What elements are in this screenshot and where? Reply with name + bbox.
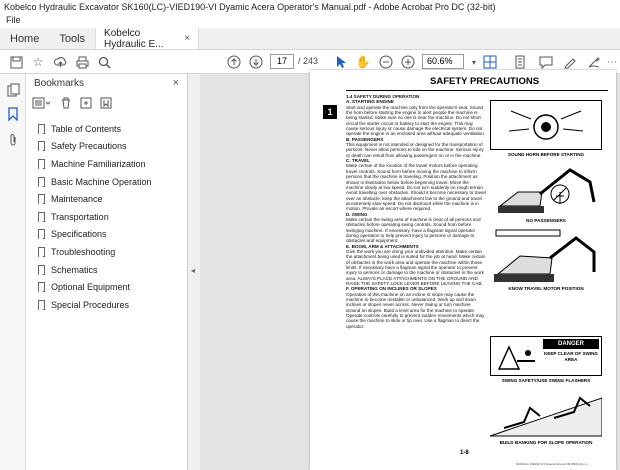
search-icon[interactable]	[96, 54, 112, 70]
caption-travel-motor: KNOW TRAVEL MOTOR POSITION	[508, 286, 584, 291]
bookmark-panel-icon[interactable]	[5, 106, 21, 122]
bookmark-item[interactable]	[38, 138, 152, 156]
tab-tools[interactable]: Tools	[59, 32, 86, 45]
bookmark-icon	[38, 194, 45, 204]
bookmark-item[interactable]	[38, 173, 152, 191]
bookmarks-title: Bookmarks	[34, 78, 85, 89]
bookmark-label: Schematics	[51, 264, 98, 275]
tab-document-label: Kobelco Hydraulic E...	[104, 27, 164, 50]
travel-motor-illustration	[490, 228, 602, 284]
bookmark-label: Maintenance	[51, 194, 103, 205]
heading-a: A. STARTING ENGINE	[346, 99, 394, 105]
horn-illustration	[490, 100, 602, 150]
heading-b: B. PASSENGERS	[346, 136, 384, 142]
bookmark-icon	[38, 124, 45, 134]
scroll-mode-icon[interactable]	[512, 54, 528, 70]
caption-no-passengers: NO PASSENGERS	[526, 218, 566, 223]
bookmark-label: Safety Precautions	[51, 141, 127, 152]
panel-splitter[interactable]	[188, 74, 200, 470]
tab-bar	[0, 28, 620, 50]
close-icon[interactable]: ×	[172, 77, 179, 89]
page-footer-number: 1-8	[460, 450, 469, 456]
bookmark-icon	[38, 282, 45, 292]
attachment-icon[interactable]	[5, 132, 21, 148]
bookmarks-panel	[26, 74, 188, 470]
delete-icon[interactable]	[60, 97, 72, 112]
bookmark-item[interactable]	[38, 243, 152, 261]
bookmark-list	[38, 120, 152, 314]
comment-icon[interactable]	[538, 54, 554, 70]
page-footer-code: SK160LC-VIE190-VI Dynamic Acera OM 08/01 Rev. 1	[516, 462, 588, 466]
left-rail	[0, 74, 26, 470]
heading-d: D. SWING	[346, 211, 368, 217]
page-total: / 243	[298, 56, 319, 66]
menu-file[interactable]: File	[0, 14, 620, 28]
tab-document[interactable]	[95, 28, 199, 49]
page-number-input[interactable]: 17	[270, 54, 294, 69]
print-icon[interactable]	[74, 54, 90, 70]
bookmark-icon	[38, 212, 45, 222]
bookmark-label: Table of Contents	[51, 123, 122, 134]
no-passengers-illustration	[490, 162, 602, 216]
add-bookmark-icon[interactable]	[80, 97, 92, 112]
zoom-out-icon[interactable]	[378, 54, 394, 70]
prev-page-icon[interactable]	[226, 54, 242, 70]
body-a: Start and operate the machine only from the operator's seat. Sound the horn before starting the engine to alert people the machine is being started. Make sure no one is near the machine. Do not short circuit the starter circuit or battery to start the engine. This may cause serious injury or cause damage the electrical system. Do not operate the engine in an enclosed area without adequate ventilation.	[346, 104, 486, 137]
bookmark-icon	[38, 141, 45, 151]
zoom-in-icon[interactable]	[400, 54, 416, 70]
danger-label	[490, 336, 602, 376]
bookmark-label: Special Procedures	[51, 299, 130, 310]
bookmark-label: Basic Machine Operation	[51, 176, 152, 187]
page-body-text	[346, 94, 486, 329]
section-badge: 1	[323, 105, 337, 119]
bookmark-item[interactable]	[38, 261, 152, 279]
bookmark-toolbar	[32, 96, 182, 112]
bookmark-label: Specifications	[51, 229, 107, 240]
bookmark-label: Optional Equipment	[51, 282, 131, 293]
highlight-pen-icon[interactable]	[562, 54, 578, 70]
zoom-dropdown-chevron-icon[interactable]: ▾	[471, 57, 476, 67]
bookmark-label: Transportation	[51, 211, 109, 222]
bookmark-item[interactable]	[38, 120, 152, 138]
body-d: Make certain the swing area of machine is clear of all persons and obstacles before operating swing controls. Sound horn before swinging machine. If necessary, have a flagman signal operator during operation to help prevent injury to persons or damage to obstacles and equipment.	[346, 216, 481, 244]
bookmark-icon	[38, 159, 45, 169]
bookmark-item[interactable]	[38, 190, 152, 208]
options-menu-icon[interactable]	[32, 97, 52, 112]
caption-horn: SOUND HORN BEFORE STARTING	[507, 152, 585, 157]
bookmark-item[interactable]	[38, 278, 152, 296]
upload-icon[interactable]	[52, 54, 68, 70]
bookmark-item[interactable]	[38, 208, 152, 226]
bookmark-icon	[38, 177, 45, 187]
zoom-level-select[interactable]: 60.6%	[422, 54, 464, 69]
title-rule	[346, 90, 608, 91]
pdf-page	[310, 70, 616, 470]
bookmark-item[interactable]	[38, 296, 152, 314]
section-heading: 1.4 SAFETY DURING OPERATION	[346, 94, 420, 99]
page-display-icon[interactable]	[482, 54, 498, 70]
bookmark-item[interactable]	[38, 226, 152, 244]
body-b: This equipment is not intended or designed for the transportation of persons. Never allow persons to ride on the machine. Serious injury or death can result from allowing passengers on or in the machine.	[346, 142, 484, 158]
hand-tool-icon[interactable]: ✋	[355, 55, 371, 69]
caption-slope: BUILD BANKING FOR SLOPE OPERATION	[499, 440, 593, 445]
danger-heading: DANGER	[543, 339, 599, 349]
heading-f: F. OPERATING ON INCLINES OR SLOPES	[346, 286, 437, 292]
body-e: Give the work you are doing your undivided attention. Make certain the attachment being used is suited for the job at hand. Make certain of obstacles in the work area and operate the machine within those limits. If necessary have a flagman signal the operator to prevent injury to persons or damage to the machine or obstacles in the work area. ALWAYS PLACE ATTACHMENTS ON THE GROUND AND RAISE THE SAFETY LOCK LEVER BEFORE LEAVING THE CAB.	[346, 248, 486, 287]
heading-e: E. BOOM, ARM & ATTACHMENTS	[346, 243, 419, 249]
bookmark-label: Troubleshooting	[51, 246, 116, 257]
bookmark-tag-icon[interactable]	[100, 97, 112, 112]
collapse-arrow-icon[interactable]: ◂	[191, 266, 196, 275]
slope-illustration	[490, 388, 602, 438]
window-title: Kobelco Hydraulic Excavator SK160(LC)-VIED190-VI Dyamic Acera Operator's Manual.pdf - Adobe Acrobat Pro DC (32-bit)	[0, 0, 620, 14]
page-title: SAFETY PRECAUTIONS	[430, 76, 540, 87]
tab-home[interactable]: Home	[10, 32, 40, 45]
bookmark-icon	[38, 229, 45, 239]
close-icon[interactable]: ×	[184, 33, 191, 44]
danger-body: KEEP CLEAR OF SWING AREA	[543, 351, 599, 362]
heading-c: C. TRAVEL	[346, 158, 370, 164]
draw-icon[interactable]	[586, 54, 602, 70]
caption-swing: SWING SAFETY/USE SWING FLASHERS	[501, 378, 591, 383]
star-icon[interactable]: ☆	[32, 55, 44, 69]
copy-pages-icon[interactable]	[5, 82, 21, 98]
next-page-icon[interactable]	[248, 54, 264, 70]
bookmark-label: Machine Familiarization	[51, 158, 146, 169]
body-f: Operation of this machine on an incline or slope may cause the machine to become unstable or unbalanced. Work up and down inclines or slopes never across. Never Swing or turn machine around on slopes. Build a level area for the machine to operate. Operate controls carefully to prevent sudden movements which may cause the machine to slide or tip over. Use a flagman to direct the operator.	[346, 291, 485, 329]
more-tools-icon[interactable]: ⋯	[607, 56, 617, 68]
body-c: Make certain of the location of the travel motors before operating travel controls. Sound horn before moving the machine to inform persons that the machine is traveling. Position the attachment as shown in illustration below before beginning travel. Move the machine slowly at low speed. Do not turn suddenly on rough terrain. Avoid travelling over obstacles. Should it become necessary to travel over an obstacle, keep the attachment low to the ground and travel at extremely slow speed. Do not dismount while the machine is in motion. Provide an escort where required.	[346, 163, 486, 212]
bookmark-icon	[38, 247, 45, 257]
bookmark-item[interactable]	[38, 155, 152, 173]
bookmark-icon	[38, 265, 45, 275]
bookmark-icon	[38, 300, 45, 310]
select-cursor-icon[interactable]	[333, 54, 349, 70]
save-icon[interactable]	[8, 54, 24, 70]
